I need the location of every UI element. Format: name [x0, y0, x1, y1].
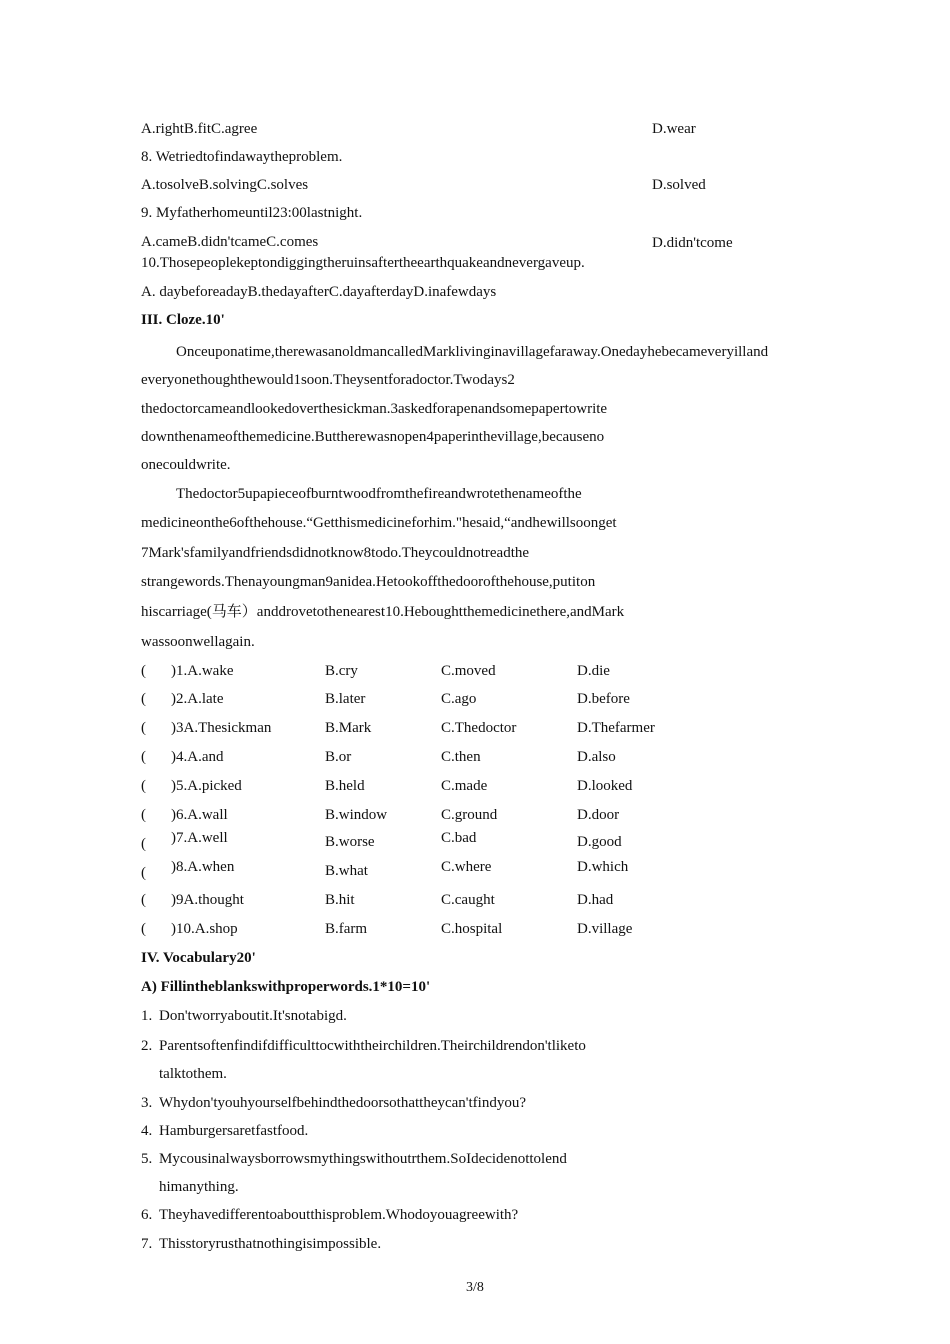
item-number: 1. [141, 1008, 153, 1024]
option-b: B.cry [325, 663, 358, 679]
option-d: D.also [577, 749, 616, 765]
cloze-question-row [0, 891, 950, 911]
answer-paren[interactable]: ( [141, 921, 146, 937]
cloze-line: strangewords.Thenayoungman9anidea.Hetookoffthedoorofthehouse,putiton [141, 574, 596, 590]
option-a: )4.A.and [171, 749, 224, 765]
answer-paren[interactable]: ( [141, 720, 146, 736]
vocab-item [141, 1122, 308, 1140]
vocab-item [141, 1007, 347, 1025]
q8-options: A.tosolveB.solvingC.solves [141, 177, 309, 193]
q7-option-d: D.wear [652, 121, 696, 137]
item-number: 4. [141, 1123, 153, 1139]
option-d: D.before [577, 691, 630, 707]
cloze-line: thedoctorcameandlookedoverthesickman.3askedforapenandsomepapertowrite [141, 401, 608, 417]
cloze-question-row [0, 662, 950, 682]
option-a: )6.A.wall [171, 807, 228, 823]
answer-paren[interactable]: ( [141, 778, 146, 794]
vocab-item-continued: himanything. [159, 1179, 239, 1195]
vocab-heading: IV. Vocabulary20' [141, 950, 256, 966]
answer-paren[interactable]: ( [141, 663, 146, 679]
cloze-question-row [0, 920, 950, 940]
answer-paren[interactable]: ( [141, 836, 146, 852]
option-b: B.held [325, 778, 365, 794]
item-text: Theyhavedifferentoaboutthisproblem.Whodoyouagreewith? [159, 1207, 519, 1223]
cloze-question-row [0, 777, 950, 797]
option-a: )1.A.wake [171, 663, 234, 679]
q8-text: 8. Wetriedtofindawaytheproblem. [141, 149, 343, 165]
answer-paren[interactable]: ( [141, 749, 146, 765]
cloze-line: medicineonthe6ofthehouse.“Getthismedicineforhim."hesaid,“andhewillsoonget [141, 515, 617, 531]
q9-option-d: D.didn'tcome [652, 235, 733, 251]
vocab-item [141, 1037, 586, 1055]
option-d: D.door [577, 807, 620, 823]
cloze-question-row [0, 806, 950, 826]
q9-options: A.cameB.didn'tcameC.comes [141, 234, 319, 250]
item-text: Parentsoftenfindifdifficulttocwiththeirchildren.Theirchildrendon'tliketo [159, 1038, 586, 1054]
option-a: )5.A.picked [171, 778, 242, 794]
option-c: C.caught [441, 892, 495, 908]
option-b: B.farm [325, 921, 368, 937]
cloze-line: onecouldwrite. [141, 457, 231, 473]
cloze-question-row [0, 690, 950, 710]
vocab-item-continued: talktothem. [159, 1066, 227, 1082]
cloze-heading: III. Cloze.10' [141, 312, 225, 328]
item-text: Don'tworryaboutit.It'snotabigd. [159, 1008, 347, 1024]
option-d: D.die [577, 663, 610, 679]
cloze-line: wassoonwellagain. [141, 634, 255, 650]
cloze-line: Thedoctor5upapieceofburntwoodfromthefireandwrotethenameofthe [176, 486, 582, 502]
item-text: Hamburgersaretfastfood. [159, 1123, 309, 1139]
option-c: C.ago [441, 691, 477, 707]
vocab-item [141, 1206, 518, 1224]
option-c: C.then [441, 749, 481, 765]
option-c: C.where [441, 859, 492, 875]
cloze-line: downthenameofthemedicine.Buttherewasnopen4paperinthevillage,becauseno [141, 429, 605, 445]
option-b: B.worse [325, 834, 375, 850]
option-d: D.good [577, 834, 622, 850]
cloze-question-row [0, 829, 950, 855]
option-a: )3A.Thesickman [171, 720, 272, 736]
item-text: Whydon'tyouhyourselfbehindthedoorsothattheycan'tfindyou? [159, 1095, 526, 1111]
vocab-item [141, 1235, 381, 1253]
option-c: C.hospital [441, 921, 503, 937]
option-a: )8.A.when [171, 859, 235, 875]
answer-paren[interactable]: ( [141, 865, 146, 881]
cloze-question-row [0, 748, 950, 768]
answer-paren[interactable]: ( [141, 892, 146, 908]
option-c: C.moved [441, 663, 496, 679]
option-c: C.made [441, 778, 488, 794]
cloze-line: hiscarriage(马车）anddrovetothenearest10.Heboughtthemedicinethere,andMark [141, 604, 625, 620]
vocab-item [141, 1094, 526, 1112]
q8-option-d: D.solved [652, 177, 706, 193]
option-b: B.hit [325, 892, 355, 908]
cloze-question-row [0, 719, 950, 739]
option-b: B.Mark [325, 720, 372, 736]
vocab-subheading: A) Fillintheblankswithproperwords.1*10=10' [141, 979, 431, 995]
item-number: 7. [141, 1236, 153, 1252]
option-a: )10.A.shop [171, 921, 238, 937]
q10-text: 10.Thosepeoplekeptondiggingtheruinsaftertheearthquakeandnevergaveup. [141, 255, 585, 271]
cloze-line: Onceuponatime,therewasanoldmancalledMarklivinginavillagefaraway.Onedayhebecameveryilland [176, 344, 769, 360]
option-b: B.later [325, 691, 366, 707]
item-text: Mycousinalwaysborrowsmythingswithoutrthem.SoIdecidenottolend [159, 1151, 567, 1167]
cloze-line: everyonethoughthewould1soon.Theysentforadoctor.Twodays2 [141, 372, 515, 388]
item-number: 2. [141, 1038, 153, 1054]
cloze-question-row [0, 858, 950, 884]
option-a: )7.A.well [171, 830, 228, 846]
vocab-item [141, 1150, 567, 1168]
option-b: B.what [325, 863, 368, 879]
option-c: C.ground [441, 807, 498, 823]
option-b: B.window [325, 807, 388, 823]
item-number: 5. [141, 1151, 153, 1167]
option-c: C.Thedoctor [441, 720, 517, 736]
item-number: 6. [141, 1207, 153, 1223]
option-a: )9A.thought [171, 892, 244, 908]
q7-options: A.rightB.fitC.agree [141, 121, 258, 137]
option-d: D.village [577, 921, 633, 937]
option-c: C.bad [441, 830, 477, 846]
q9-text: 9. Myfatherhomeuntil23:00lastnight. [141, 205, 363, 221]
item-number: 3. [141, 1095, 153, 1111]
option-d: D.Thefarmer [577, 720, 655, 736]
option-d: D.had [577, 892, 614, 908]
cloze-line: 7Mark'sfamilyandfriendsdidnotknow8todo.Theycouldnotreadthe [141, 545, 530, 561]
option-b: B.or [325, 749, 352, 765]
option-a: )2.A.late [171, 691, 224, 707]
item-text: Thisstoryrusthatnothingisimpossible. [159, 1236, 382, 1252]
option-d: D.which [577, 859, 629, 875]
answer-paren[interactable]: ( [141, 691, 146, 707]
option-d: D.looked [577, 778, 633, 794]
q10-options: A. daybeforeadayB.thedayafterC.dayafterdayD.inafewdays [141, 284, 497, 300]
page-number: 3/8 [466, 1280, 484, 1295]
answer-paren[interactable]: ( [141, 807, 146, 823]
